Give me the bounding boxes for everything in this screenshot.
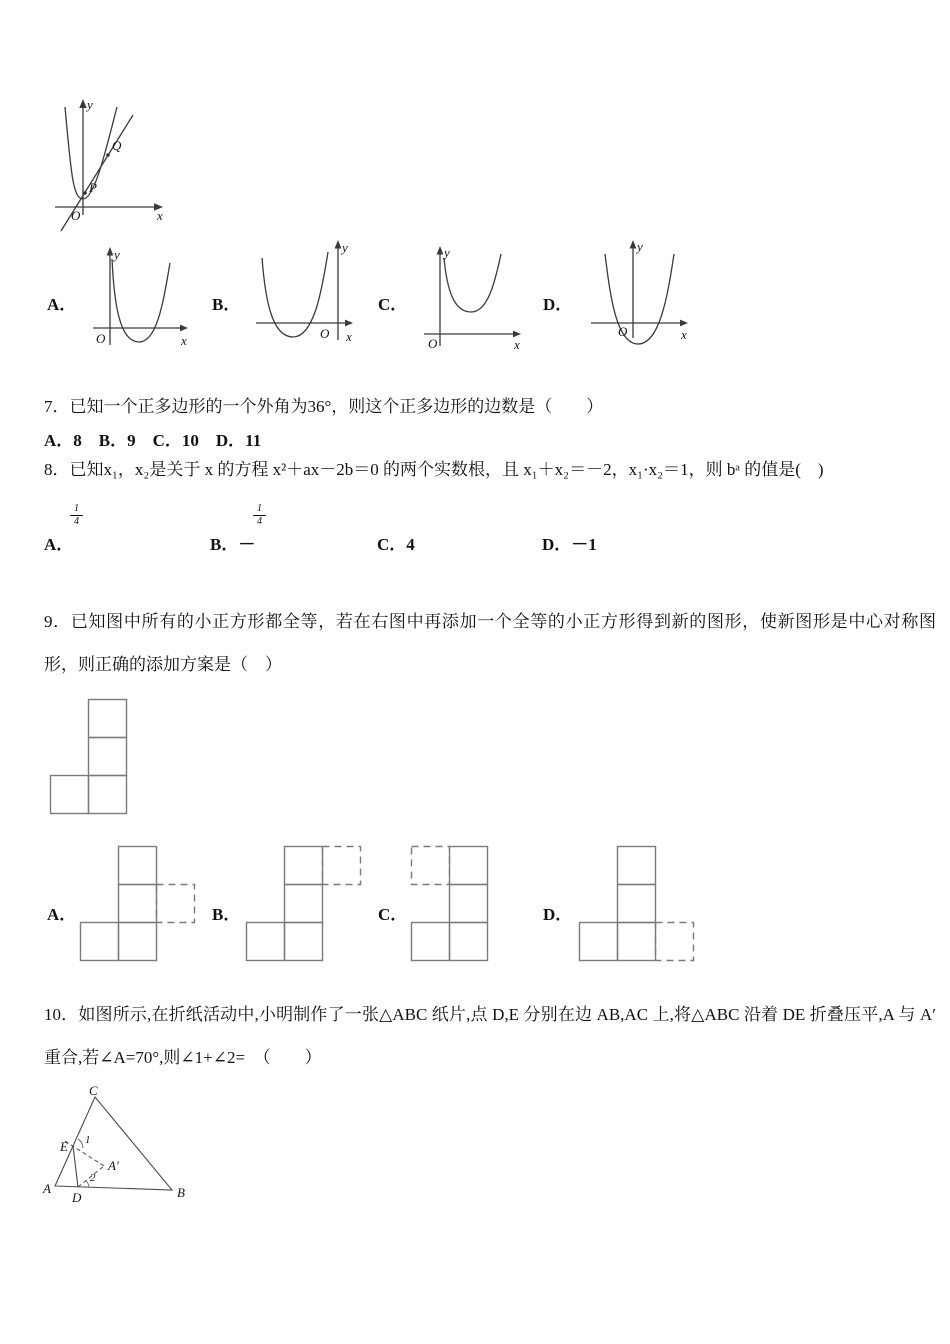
square-cell: [285, 885, 323, 923]
square-cell: [618, 847, 656, 885]
question-8-option-b: B．－: [210, 535, 256, 554]
x-axis-arrow-icon: [680, 320, 688, 327]
question-8-text: 8．已知x₁，x₂是关于 x 的方程 x²＋ax－2b＝0 的两个实数根，且 x₁＋x₂＝－2，x₁·x₂＝1，则 bᵃ 的值是( ): [44, 460, 824, 479]
graph-option-d-label: D．: [543, 295, 573, 314]
square-cell: [618, 885, 656, 923]
graph-option-c-label: C．: [378, 295, 408, 314]
question-8-option-c: C．4: [377, 535, 415, 554]
x-axis-label: x: [181, 333, 187, 348]
square-cell: [412, 923, 450, 961]
y-axis-arrow-icon: [335, 240, 342, 249]
graph-option-b: [250, 238, 360, 356]
x-axis-arrow-icon: [180, 325, 188, 332]
vertex-b-label: B: [177, 1185, 185, 1200]
square-cell: [580, 923, 618, 961]
square-cell: [450, 847, 488, 885]
fraction-numerator: 1: [70, 503, 83, 516]
point-e-label: E: [60, 1139, 68, 1154]
point-q: [106, 153, 110, 157]
point-p: [83, 191, 87, 195]
question-8-option-a: A．: [44, 535, 74, 554]
origin-label: O: [428, 336, 438, 351]
fraction-denominator: 4: [257, 515, 262, 527]
fraction-one-quarter-b: [253, 503, 266, 527]
figure-option-a-label: A．: [47, 905, 77, 924]
figure-option-d: [578, 845, 695, 962]
x-axis-label: x: [681, 327, 687, 342]
figure-option-b-label: B．: [212, 905, 241, 924]
square-cell: [450, 885, 488, 923]
fraction-numerator: 1: [253, 503, 266, 516]
square-cell: [81, 923, 119, 961]
square-cell: [285, 847, 323, 885]
question-9-stem-figure: [49, 698, 130, 816]
square-cell: [247, 923, 285, 961]
square-cell: [285, 923, 323, 961]
figure-option-b: [245, 845, 362, 962]
added-square-dashed: [656, 923, 694, 961]
y-axis-label: y: [637, 239, 643, 254]
y-axis-arrow-icon: [79, 99, 86, 108]
fold-crease-de: [73, 1146, 78, 1187]
question-10-triangle-figure: [42, 1083, 242, 1211]
parabola-curve: [262, 252, 328, 337]
x-axis-label: x: [346, 329, 352, 344]
graph-option-d: [585, 238, 695, 356]
figure-option-c-label: C．: [378, 905, 408, 924]
graph-option-a-label: A．: [47, 295, 77, 314]
point-d-label: D: [72, 1190, 82, 1205]
x-axis-arrow-icon: [345, 320, 353, 327]
label-p: P: [89, 180, 97, 195]
origin-label: O: [618, 324, 628, 339]
y-axis-label: y: [114, 247, 120, 262]
square-cell: [89, 776, 127, 814]
figure-option-c: [410, 845, 527, 962]
added-square-dashed: [157, 885, 195, 923]
square-cell: [89, 738, 127, 776]
graph-option-a: [85, 243, 195, 361]
question-7-answers: A．8 B．9 C．10 D．11: [44, 431, 262, 450]
question-7-text: 7．已知一个正多边形的一个外角为36°，则这个正多边形的边数是（ ）: [44, 397, 604, 416]
vertex-c-label: C: [89, 1083, 98, 1098]
y-axis-label: y: [444, 245, 450, 260]
y-axis-arrow-icon: [107, 247, 114, 256]
square-cell: [119, 847, 157, 885]
fraction-denominator: 4: [74, 515, 79, 527]
square-cell: [119, 923, 157, 961]
question6-function-graph: [45, 95, 170, 235]
figure-option-d-label: D．: [543, 905, 573, 924]
origin-label: O: [71, 208, 81, 223]
graph-option-b-label: B．: [212, 295, 241, 314]
square-cell: [51, 776, 89, 814]
figure-option-a: [79, 845, 196, 962]
x-axis-label: x: [514, 337, 520, 352]
origin-label: O: [320, 326, 330, 341]
added-square-dashed: [412, 847, 450, 885]
square-cell: [450, 923, 488, 961]
added-square-dashed: [323, 847, 361, 885]
origin-label: O: [96, 331, 106, 346]
fraction-one-quarter-a: [70, 503, 83, 527]
triangle-abc: [55, 1097, 172, 1190]
angle2-arc: [86, 1181, 89, 1187]
label-q: Q: [112, 138, 122, 153]
angle1-arc: [78, 1139, 83, 1148]
parabola-curve: [112, 259, 170, 342]
parabola-curve: [605, 254, 674, 344]
y-axis-arrow-icon: [437, 246, 444, 255]
graph-option-c: [418, 242, 528, 360]
y-axis-arrow-icon: [630, 240, 637, 249]
square-cell: [618, 923, 656, 961]
point-aprime-label: A′: [108, 1158, 119, 1173]
question-9-text: 9．已知图中所有的小正方形都全等，若在右图中再添加一个全等的小正方形得到新的图形，使新图形是中心对称图形，则正确的添加方案是（ ）: [44, 612, 936, 675]
square-cell: [119, 885, 157, 923]
vertex-a-label: A: [43, 1181, 51, 1196]
y-axis-label: y: [342, 240, 348, 255]
square-cell: [89, 700, 127, 738]
angle1-label: 1: [85, 1134, 91, 1146]
angle2-label: 2: [90, 1172, 96, 1184]
parabola-curve: [444, 254, 501, 312]
question-10-text: 10．如图所示,在折纸活动中,小明制作了一张△ABC 纸片,点 D,E 分别在边 AB,AC 上,将△ABC 沿着 DE 折叠压平,A 与 A′重合,若∠A=70°,则∠1+∠2= （ ）: [44, 1005, 936, 1068]
x-axis-label: x: [157, 208, 163, 223]
question-8-option-d: D．－1: [542, 535, 597, 554]
y-axis-label: y: [87, 97, 93, 112]
